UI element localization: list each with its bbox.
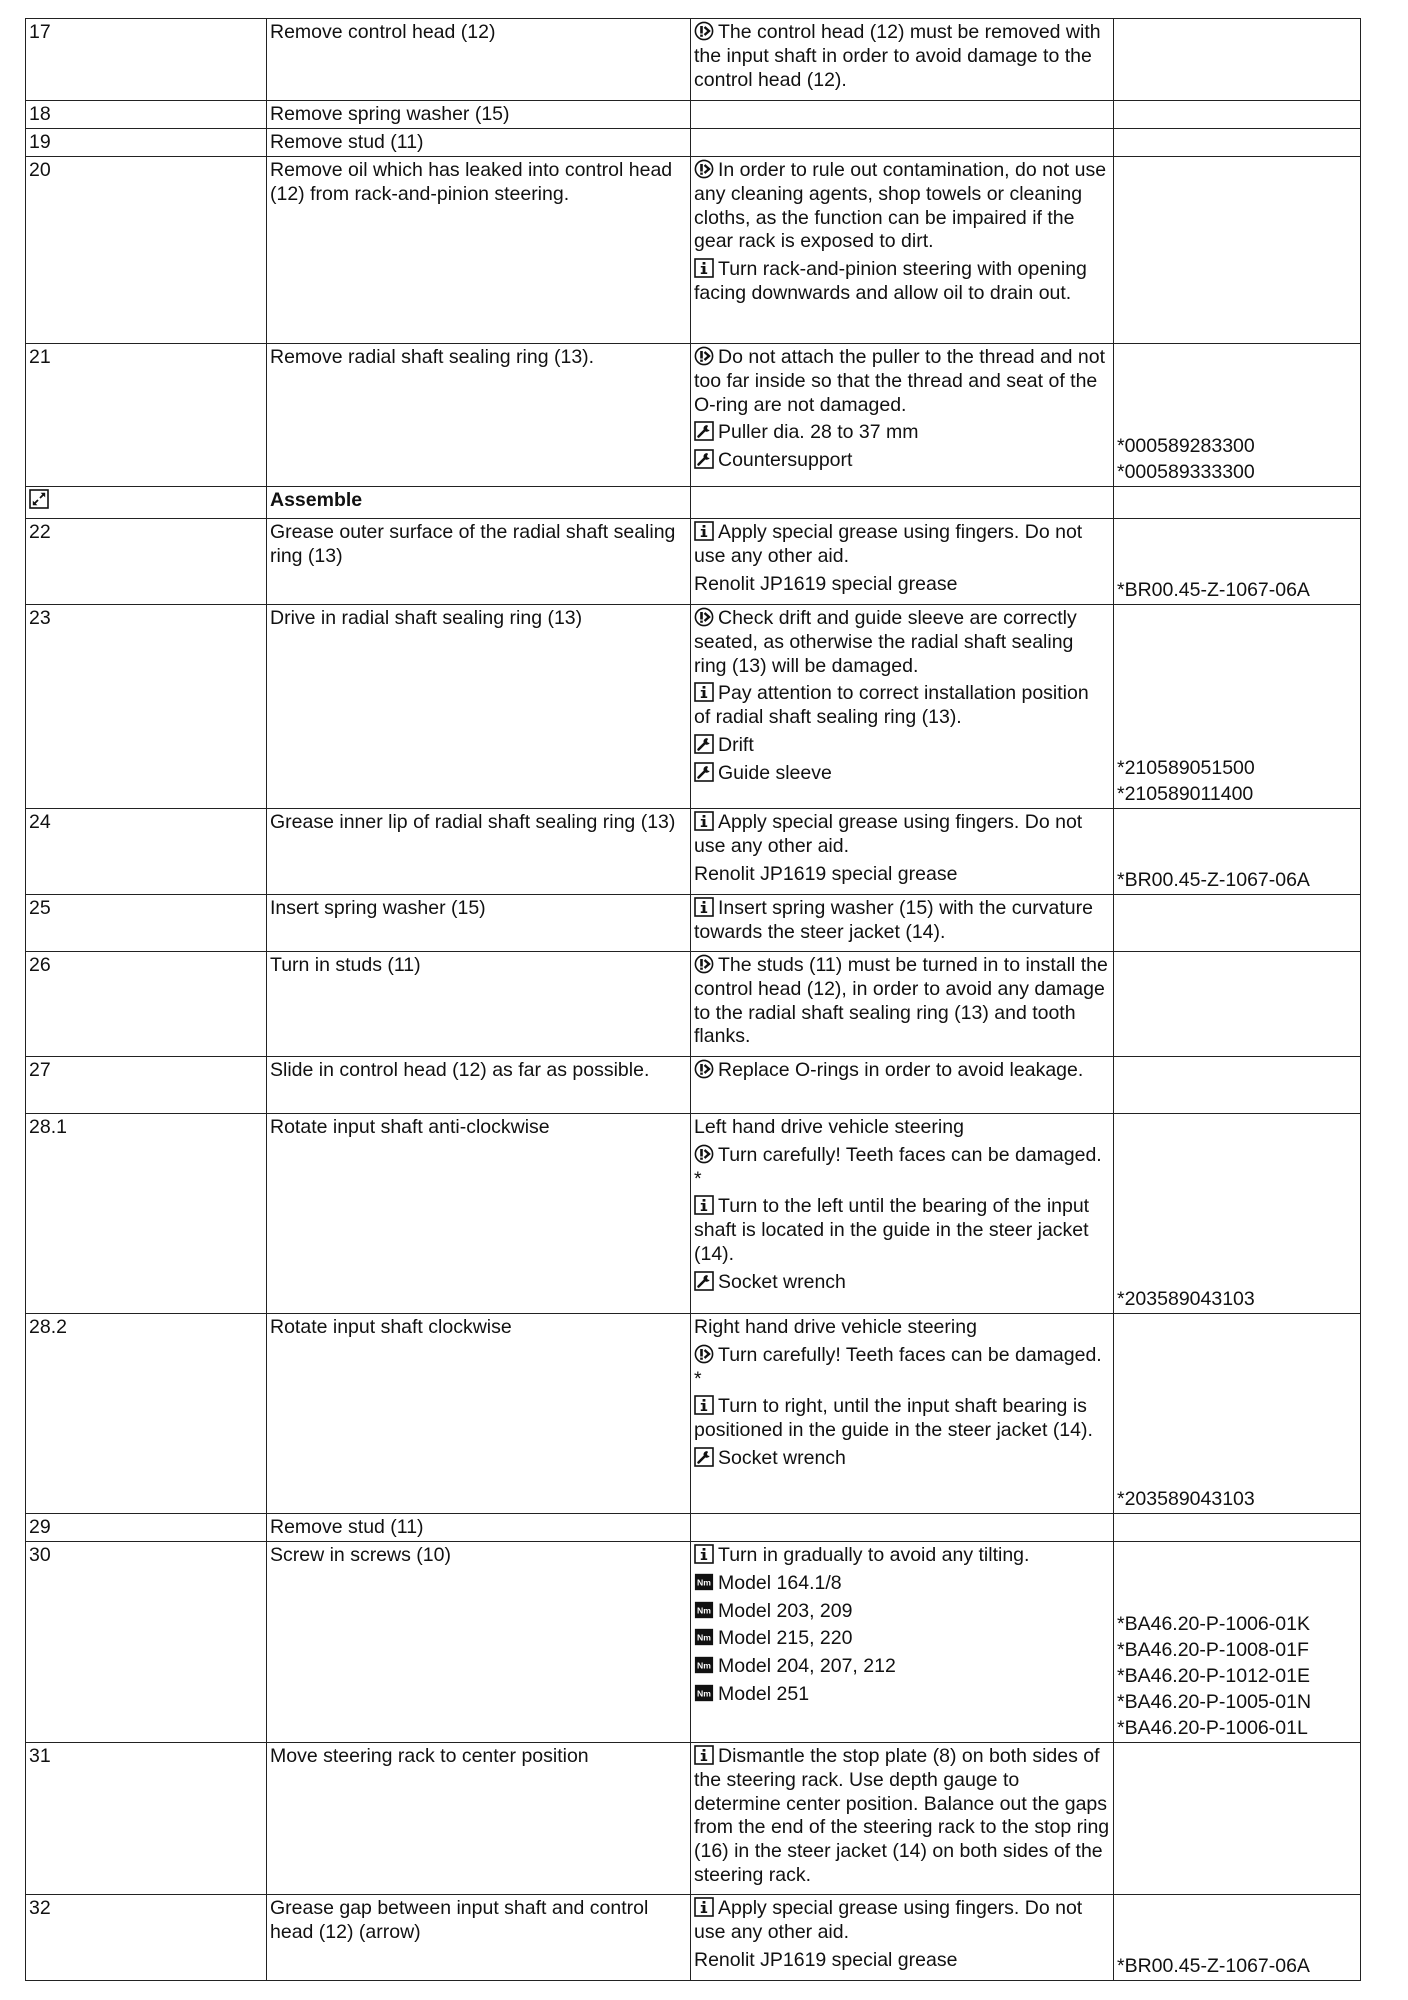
info-icon [694,682,714,702]
caution-icon [694,1144,714,1164]
part-number: *000589333300 [1117,461,1255,483]
note-line [694,1655,1110,1679]
notes-cell [691,1314,1114,1514]
info-icon [694,1897,714,1917]
reference-cell [1114,101,1361,129]
note-line [694,573,1110,597]
note-text: Countersupport [718,449,853,472]
step-number: 28.1 [29,1116,67,1138]
table-row [26,519,1361,605]
note-line [694,1897,1110,1945]
step-number-cell [26,157,267,344]
action-cell [267,19,691,101]
part-number: *BR00.45-Z-1067-06A [1117,1955,1310,1977]
note-text: Turn rack-and-pinion steering with opening facing downwards and allow oil to drain out. [694,258,1087,304]
note-text: Insert spring washer (15) with the curvature towards the steer jacket (14). [694,897,1093,943]
reference-cell [1114,952,1361,1057]
torque-icon [694,1655,714,1675]
step-number: 22 [29,521,51,543]
notes-cell [691,1743,1114,1895]
note-text: Apply special grease using fingers. Do not use any other aid. [694,1897,1083,1943]
action-cell [267,605,691,809]
tool-icon [694,1271,714,1291]
info-icon [694,1195,714,1215]
step-number: 20 [29,159,51,181]
action-text: Remove control head (12) [270,21,496,43]
note-line [694,682,1110,730]
caution-icon [694,159,714,179]
note-line [694,449,1110,473]
step-number: 27 [29,1059,51,1081]
note-line [694,607,1110,678]
action-text: Remove stud (11) [270,1516,424,1538]
note-text: Replace O-rings in order to avoid leakage. [718,1059,1084,1081]
tool-icon [694,421,714,441]
step-number-cell [26,1057,267,1114]
note-line [694,1344,1110,1392]
step-number-cell [26,605,267,809]
note-line [694,954,1110,1049]
step-number: 30 [29,1544,51,1566]
action-text: Remove stud (11) [270,131,424,153]
action-text: Remove spring washer (15) [270,103,510,125]
note-line [694,1447,1110,1471]
table-row [26,605,1361,809]
action-cell [267,157,691,344]
table-row [26,1114,1361,1314]
table-row [26,952,1361,1057]
reference-cell [1114,605,1361,809]
action-text: Screw in screws (10) [270,1544,451,1566]
part-number: *BA46.20-P-1008-01F [1117,1639,1309,1661]
note-line [694,521,1110,569]
note-line [694,1144,1110,1192]
note-line [694,159,1110,254]
step-number-cell [26,1514,267,1542]
reference-cell [1114,1542,1361,1743]
step-number: 23 [29,607,51,629]
action-text: Rotate input shaft clockwise [270,1316,512,1338]
note-line [694,897,1110,945]
note-text: Turn to right, until the input shaft bearing is positioned in the guide in the steer jacket (14). [694,1395,1093,1442]
note-text: Do not attach the puller to the thread and not too far inside so that the thread and seat of the O-ring are not damaged. [694,346,1106,416]
table-row [26,809,1361,895]
note-text: Turn in gradually to avoid any tilting. [718,1544,1030,1566]
assemble-icon [29,489,49,509]
action-text: Remove radial shaft sealing ring (13). [270,346,595,368]
action-text: Rotate input shaft anti-clockwise [270,1116,550,1138]
note-line [694,1949,1110,1973]
table-row [26,344,1361,487]
action-text: Grease outer surface of the radial shaft sealing ring (13) [270,521,676,567]
reference-cell [1114,809,1361,895]
note-line [694,1683,1110,1707]
note-line [694,258,1110,306]
note-text: Model 203, 209 [718,1599,853,1622]
note-line [694,1316,1110,1340]
part-number: *203589043103 [1117,1288,1255,1310]
part-number: *BA46.20-P-1012-01E [1117,1665,1310,1687]
note-line [694,734,1110,758]
notes-cell [691,1895,1114,1981]
step-number: 18 [29,103,51,125]
step-number-cell [26,1314,267,1514]
note-text: Model 164.1/8 [718,1571,842,1594]
svg-text:Nm: Nm [697,1688,711,1699]
reference-cell [1114,344,1361,487]
reference-cell [1114,1514,1361,1542]
caution-icon [694,607,714,627]
note-text: Socket wrench [718,1270,846,1293]
reference-cell [1114,1057,1361,1114]
action-cell [267,101,691,129]
torque-icon [694,1600,714,1620]
action-text: Grease inner lip of radial shaft sealing ring (13) [270,811,676,833]
note-line [694,21,1110,92]
note-text: Apply special grease using fingers. Do not use any other aid. [694,521,1083,567]
step-number-cell [26,895,267,952]
reference-cell [1114,1314,1361,1514]
step-number: 21 [29,346,51,368]
part-number: *203589043103 [1117,1488,1255,1510]
note-text: Dismantle the stop plate (8) on both sides of the steering rack. Use depth gauge to determine center position. Balance out the gaps from the end of the steering rack to the stop ring (16) in the steer jacket (14) on both sides of the steering rack. [694,1745,1110,1886]
note-line [694,1572,1110,1596]
table-row [26,129,1361,157]
note-text: The control head (12) must be removed with the input shaft in order to avoid damage to the control head (12). [694,21,1101,91]
tool-icon [694,762,714,782]
note-line [694,421,1110,445]
note-text: Socket wrench [718,1446,846,1469]
step-number-cell [26,1895,267,1981]
procedure-table [25,18,1361,1981]
action-text: Remove oil which has leaked into control head (12) from rack-and-pinion steering. [270,159,673,205]
procedure-sheet [25,18,1360,1981]
note-line [694,1600,1110,1624]
torque-icon [694,1627,714,1647]
part-number: *BA46.20-P-1005-01N [1117,1691,1312,1713]
svg-text:Nm: Nm [697,1577,711,1588]
step-number-cell [26,809,267,895]
note-text: Check drift and guide sleeve are correctly seated, as otherwise the radial shaft sealing ring (13) will be damaged. [694,607,1077,677]
table-row [26,1057,1361,1114]
table-row [26,1514,1361,1542]
note-line [694,811,1110,859]
action-cell [267,1542,691,1743]
step-number-cell [26,952,267,1057]
note-text: Apply special grease using fingers. Do not use any other aid. [694,811,1083,857]
info-icon [694,811,714,831]
tool-icon [694,734,714,754]
reference-cell [1114,895,1361,952]
note-line [694,1059,1110,1083]
action-text: Insert spring washer (15) [270,897,486,919]
table-row [26,487,1361,519]
step-number: 25 [29,897,51,919]
note-line [694,762,1110,786]
action-cell [267,1114,691,1314]
note-line [694,1195,1110,1266]
note-text: In order to rule out contamination, do not use any cleaning agents, shop towels or cleaning cloths, as the function can be impaired if the gear rack is exposed to dirt. [694,159,1107,253]
info-icon [694,1745,714,1765]
info-icon [694,1544,714,1564]
action-cell [267,1514,691,1542]
table-row [26,895,1361,952]
notes-cell [691,1514,1114,1542]
info-icon [694,521,714,541]
step-number: 31 [29,1745,51,1767]
note-text: Guide sleeve [718,761,832,784]
notes-cell [691,101,1114,129]
note-text: Renolit JP1619 special grease [694,572,958,595]
tool-icon [694,1447,714,1467]
table-row [26,1542,1361,1743]
notes-cell [691,952,1114,1057]
action-cell [267,895,691,952]
step-number-cell [26,344,267,487]
note-text: Puller dia. 28 to 37 mm [718,421,919,444]
action-cell [267,519,691,605]
note-text: The studs (11) must be turned in to install the control head (12), in order to avoid any damage to the radial shaft sealing ring (13) and tooth flanks. [694,954,1108,1048]
table-row [26,1895,1361,1981]
note-line [694,346,1110,417]
reference-cell [1114,1114,1361,1314]
table-row [26,19,1361,101]
tool-icon [694,449,714,469]
step-number-cell [26,1542,267,1743]
part-number: *210589051500 [1117,757,1255,779]
step-number-cell [26,519,267,605]
reference-cell [1114,129,1361,157]
part-number: *BR00.45-Z-1067-06A [1117,579,1310,601]
action-cell [267,809,691,895]
notes-cell [691,157,1114,344]
svg-text:Nm: Nm [697,1660,711,1671]
caution-icon [694,1344,714,1364]
note-text: Renolit JP1619 special grease [694,862,958,885]
action-text: Slide in control head (12) as far as possible. [270,1059,650,1081]
part-number: *BA46.20-P-1006-01L [1117,1717,1308,1739]
step-number: 28.2 [29,1316,67,1338]
caution-icon [694,954,714,974]
part-number: *BA46.20-P-1006-01K [1117,1613,1310,1635]
step-number-cell [26,19,267,101]
part-number: *BR00.45-Z-1067-06A [1117,869,1310,891]
action-cell [267,344,691,487]
table-row [26,1743,1361,1895]
info-icon [694,258,714,278]
reference-cell [1114,519,1361,605]
step-number: 17 [29,21,51,43]
notes-cell [691,809,1114,895]
reference-cell [1114,157,1361,344]
info-icon [694,1395,714,1415]
step-number: 24 [29,811,51,833]
note-line [694,1745,1110,1888]
notes-cell [691,1542,1114,1743]
notes-cell [691,895,1114,952]
step-number-cell [26,487,267,519]
note-text: Model 215, 220 [718,1627,853,1650]
notes-cell [691,19,1114,101]
action-text: Drive in radial shaft sealing ring (13) [270,607,583,629]
notes-cell [691,605,1114,809]
note-text: Right hand drive vehicle steering [694,1316,977,1338]
action-cell [267,1314,691,1514]
note-text: Turn carefully! Teeth faces can be damaged. * [694,1143,1102,1190]
table-row [26,157,1361,344]
action-cell [267,129,691,157]
info-icon [694,897,714,917]
notes-cell [691,1114,1114,1314]
note-line [694,863,1110,887]
note-line [694,1544,1110,1568]
note-text: Drift [718,733,754,756]
note-text: Model 251 [718,1682,810,1705]
action-text: Grease gap between input shaft and control head (12) (arrow) [270,1897,649,1943]
part-number: *210589011400 [1117,783,1254,805]
step-number-cell [26,1114,267,1314]
note-line [694,1116,1110,1140]
svg-text:Nm: Nm [697,1632,711,1643]
notes-cell [691,129,1114,157]
note-text: Left hand drive vehicle steering [694,1116,964,1138]
step-number: 29 [29,1516,51,1538]
notes-cell [691,1057,1114,1114]
notes-cell [691,519,1114,605]
note-text: Turn to the left until the bearing of the input shaft is located in the guide in the steer jacket (14). [694,1195,1090,1265]
notes-cell [691,487,1114,519]
step-number: 32 [29,1897,51,1919]
note-text: Renolit JP1619 special grease [694,1948,958,1971]
part-number: *000589283300 [1117,435,1255,457]
reference-cell [1114,1743,1361,1895]
note-line [694,1395,1110,1443]
reference-cell [1114,19,1361,101]
note-text: Model 204, 207, 212 [718,1655,896,1678]
caution-icon [694,1059,714,1079]
section-title: Assemble [270,489,363,511]
note-text: Turn carefully! Teeth faces can be damaged. * [694,1343,1102,1390]
step-number-cell [26,101,267,129]
action-text: Move steering rack to center position [270,1745,589,1767]
action-cell [267,1743,691,1895]
table-row [26,1314,1361,1514]
action-cell [267,1895,691,1981]
action-text: Turn in studs (11) [270,954,421,976]
torque-icon [694,1572,714,1592]
table-row [26,101,1361,129]
reference-cell [1114,1895,1361,1981]
action-cell [267,487,691,519]
note-line [694,1627,1110,1651]
step-number-cell [26,129,267,157]
torque-icon [694,1683,714,1703]
svg-text:Nm: Nm [697,1605,711,1616]
caution-icon [694,21,714,41]
notes-cell [691,344,1114,487]
step-number-cell [26,1743,267,1895]
step-number: 26 [29,954,51,976]
reference-cell [1114,487,1361,519]
caution-icon [694,346,714,366]
note-text: Pay attention to correct installation position of radial shaft sealing ring (13). [694,682,1089,729]
action-cell [267,1057,691,1114]
step-number: 19 [29,131,51,153]
note-line [694,1271,1110,1295]
action-cell [267,952,691,1057]
